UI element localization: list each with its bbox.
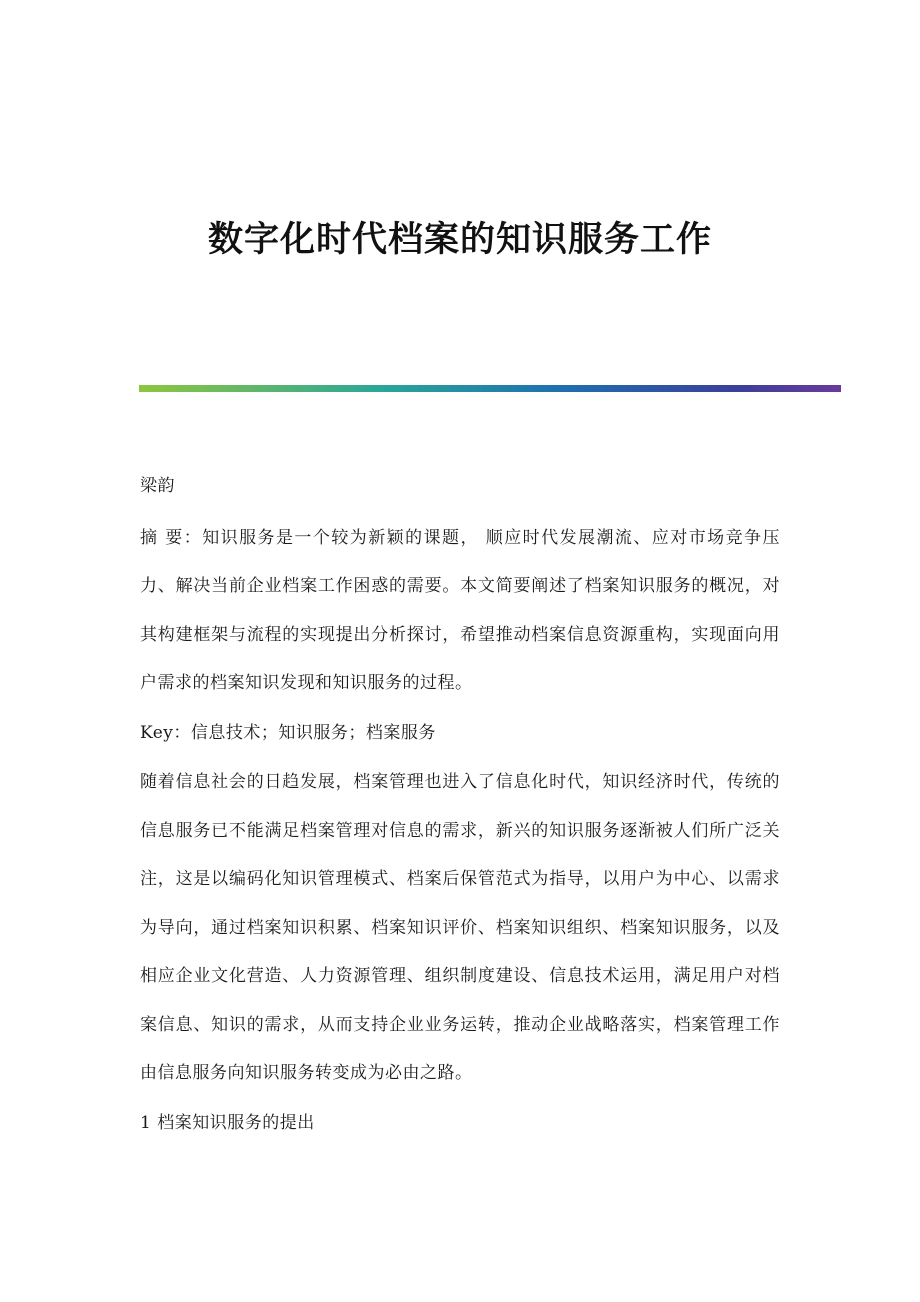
author-name: 梁韵: [140, 476, 175, 496]
document-title: 数字化时代档案的知识服务工作: [207, 219, 712, 260]
document-body: [140, 462, 780, 1147]
section-heading: 1 档案知识服务的提出: [140, 1112, 315, 1133]
keywords-line: Key：信息技术；知识服务；档案服务: [140, 722, 436, 743]
title-divider-gradient: [139, 385, 841, 392]
intro-paragraph: 随着信息社会的日趋发展，档案管理也进入了信息化时代，知识经济时代，传统的信息服务已不能满足档案管理对信息的需求，新兴的知识服务逐渐被人们所广泛关注，这是以编码化知识管理模式、档案后保管范式为指导，以用户为中心、以需求为导向，通过档案知识积累、档案知识评价、档案知识组织、档案知识服务，以及相应企业文化营造、人力资源管理、组织制度建设、信息技术运用，满足用户对档案信息、知识的需求，从而支持企业业务运转，推动企业战略落实，档案管理工作由信息服务向知识服务转变成为必由之路。: [140, 772, 780, 1083]
abstract-paragraph: 摘 要：知识服务是一个较为新颖的课题， 顺应时代发展潮流、应对市场竞争压力、解决当前企业档案工作困惑的需要。本文简要阐述了档案知识服务的概况，对其构建框架与流程的实现提出分析探讨，希望推动档案信息资源重构，实现面向用户需求的档案知识发现和知识服务的过程。: [140, 527, 780, 693]
